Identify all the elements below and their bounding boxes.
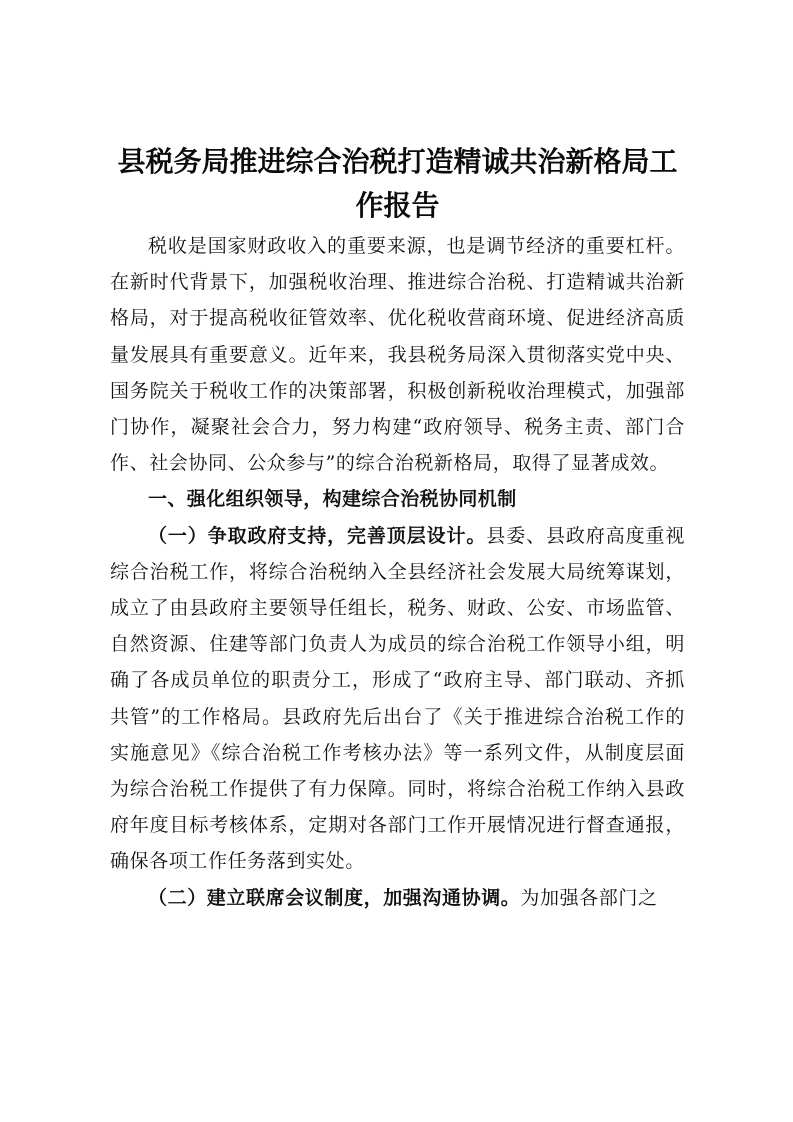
subsection-heading-2: （二）建立联席会议制度，加强沟通协调。 <box>148 886 521 909</box>
document-title: 县税务局推进综合治税打造精诚共治新格局工作报告 <box>117 145 678 222</box>
subsection-heading-1: （一）争取政府支持，完善顶层设计。 <box>148 524 487 547</box>
subsection-paragraph-2 <box>110 880 685 916</box>
subsection-paragraph-1 <box>110 518 685 880</box>
subsection-body-1: 县委、县政府高度重视综合治税工作，将综合治税纳入全县经济社会发展大局统筹谋划，成立了由县政府主要领导任组长，税务、财政、公安、市场监管、自然资源、住建等部门负责人为成员的综合治税工作领导小组，明确了各成员单位的职责分工，形成了“政府主导、部门联动、齐抓共管”的工作格局。县政府先后出台了《关于推进综合治税工作的实施意见》《综合治税工作考核办法》等一系列文件，从制度层面为综合治税工作提供了有力保障。同时，将综合治税工作纳入县政府年度目标考核体系，定期对各部门工作开展情况进行督查通报，确保各项工作任务落到实处。 <box>110 524 685 873</box>
intro-paragraph: 税收是国家财政收入的重要来源，也是调节经济的重要杠杆。在新时代背景下，加强税收治理、推进综合治税、打造精诚共治新格局，对于提高税收征管效率、优化税收营商环境、促进经济高质量发展具有重要意义。近年来，我县税务局深入贯彻落实党中央、国务院关于税收工作的决策部署，积极创新税收治理模式，加强部门协作，凝聚社会合力，努力构建“政府领导、税务主责、部门合作、社会协同、公众参与”的综合治税新格局，取得了显著成效。 <box>110 235 685 475</box>
document-content <box>110 140 685 916</box>
section-heading: 一、强化组织领导，构建综合治税协同机制 <box>148 488 517 511</box>
subsection-body-2: 为加强各部门之 <box>520 886 658 909</box>
